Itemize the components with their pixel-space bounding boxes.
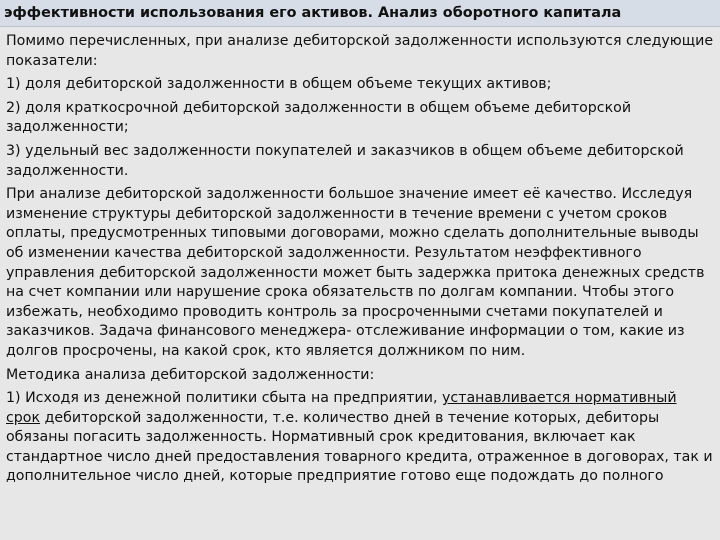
paragraph-indicator-3: 3) удельный вес задолженности покупателей и заказчиков в общем объеме дебиторской задолженности.: [6, 142, 684, 179]
paragraph-indicator-2: 2) доля краткосрочной дебиторской задолженности в общем объеме дебиторской задолженности;: [6, 99, 632, 136]
paragraph-quality: При анализе дебиторской задолженности большое значение имеет её качество. Исследуя изменение структуры дебиторской задолженности в течение времени с учетом сроков оплаты, предусмотренных типовыми договорами, можно сделать дополнительные выводы об изменении качества дебиторской задолженности. Результатом неэффективного управления дебиторской задолженности может быть задержка притока денежных средств на счет компании или нарушение срока обязательств по долгам компании. Чтобы этого избежать, необходимо проводить контроль за просроченными счетами покупателей и заказчиков. Задача финансового менеджера- отслеживание информации о том, какие из долгов просрочены, на какой срок, кто является должником по ним.: [6, 186, 705, 359]
method-1-end: дебиторской задолженности, т.е. количество дней в течение которых, дебиторы обязаны погасить задолженность. Нормативный срок кредитования, включает как стандартное число дней предоставления товарного кредита, отраженное в договорах, так и дополнительное число дней, которые предприятие готово еще подождать до полного: [6, 409, 713, 485]
method-1-start: 1) Исходя из денежной политики сбыта на предприятии,: [6, 390, 443, 407]
paragraph-method-1: [6, 389, 714, 487]
paragraph-intro: Помимо перечисленных, при анализе дебиторской задолженности используются следующие показатели:: [6, 33, 714, 69]
method-1-underlined: устанавливается нормативный срок: [6, 390, 677, 426]
paragraph-indicator-1: 1) доля дебиторской задолженности в общем объеме текущих активов;: [6, 76, 552, 93]
paragraph-method-heading: Методика анализа дебиторской задолженности:: [6, 366, 375, 383]
slide-title: эффективности использования его активов. Анализ оборотного капитала: [4, 5, 622, 21]
title-bar: [0, 0, 720, 27]
body-text: [6, 32, 714, 491]
